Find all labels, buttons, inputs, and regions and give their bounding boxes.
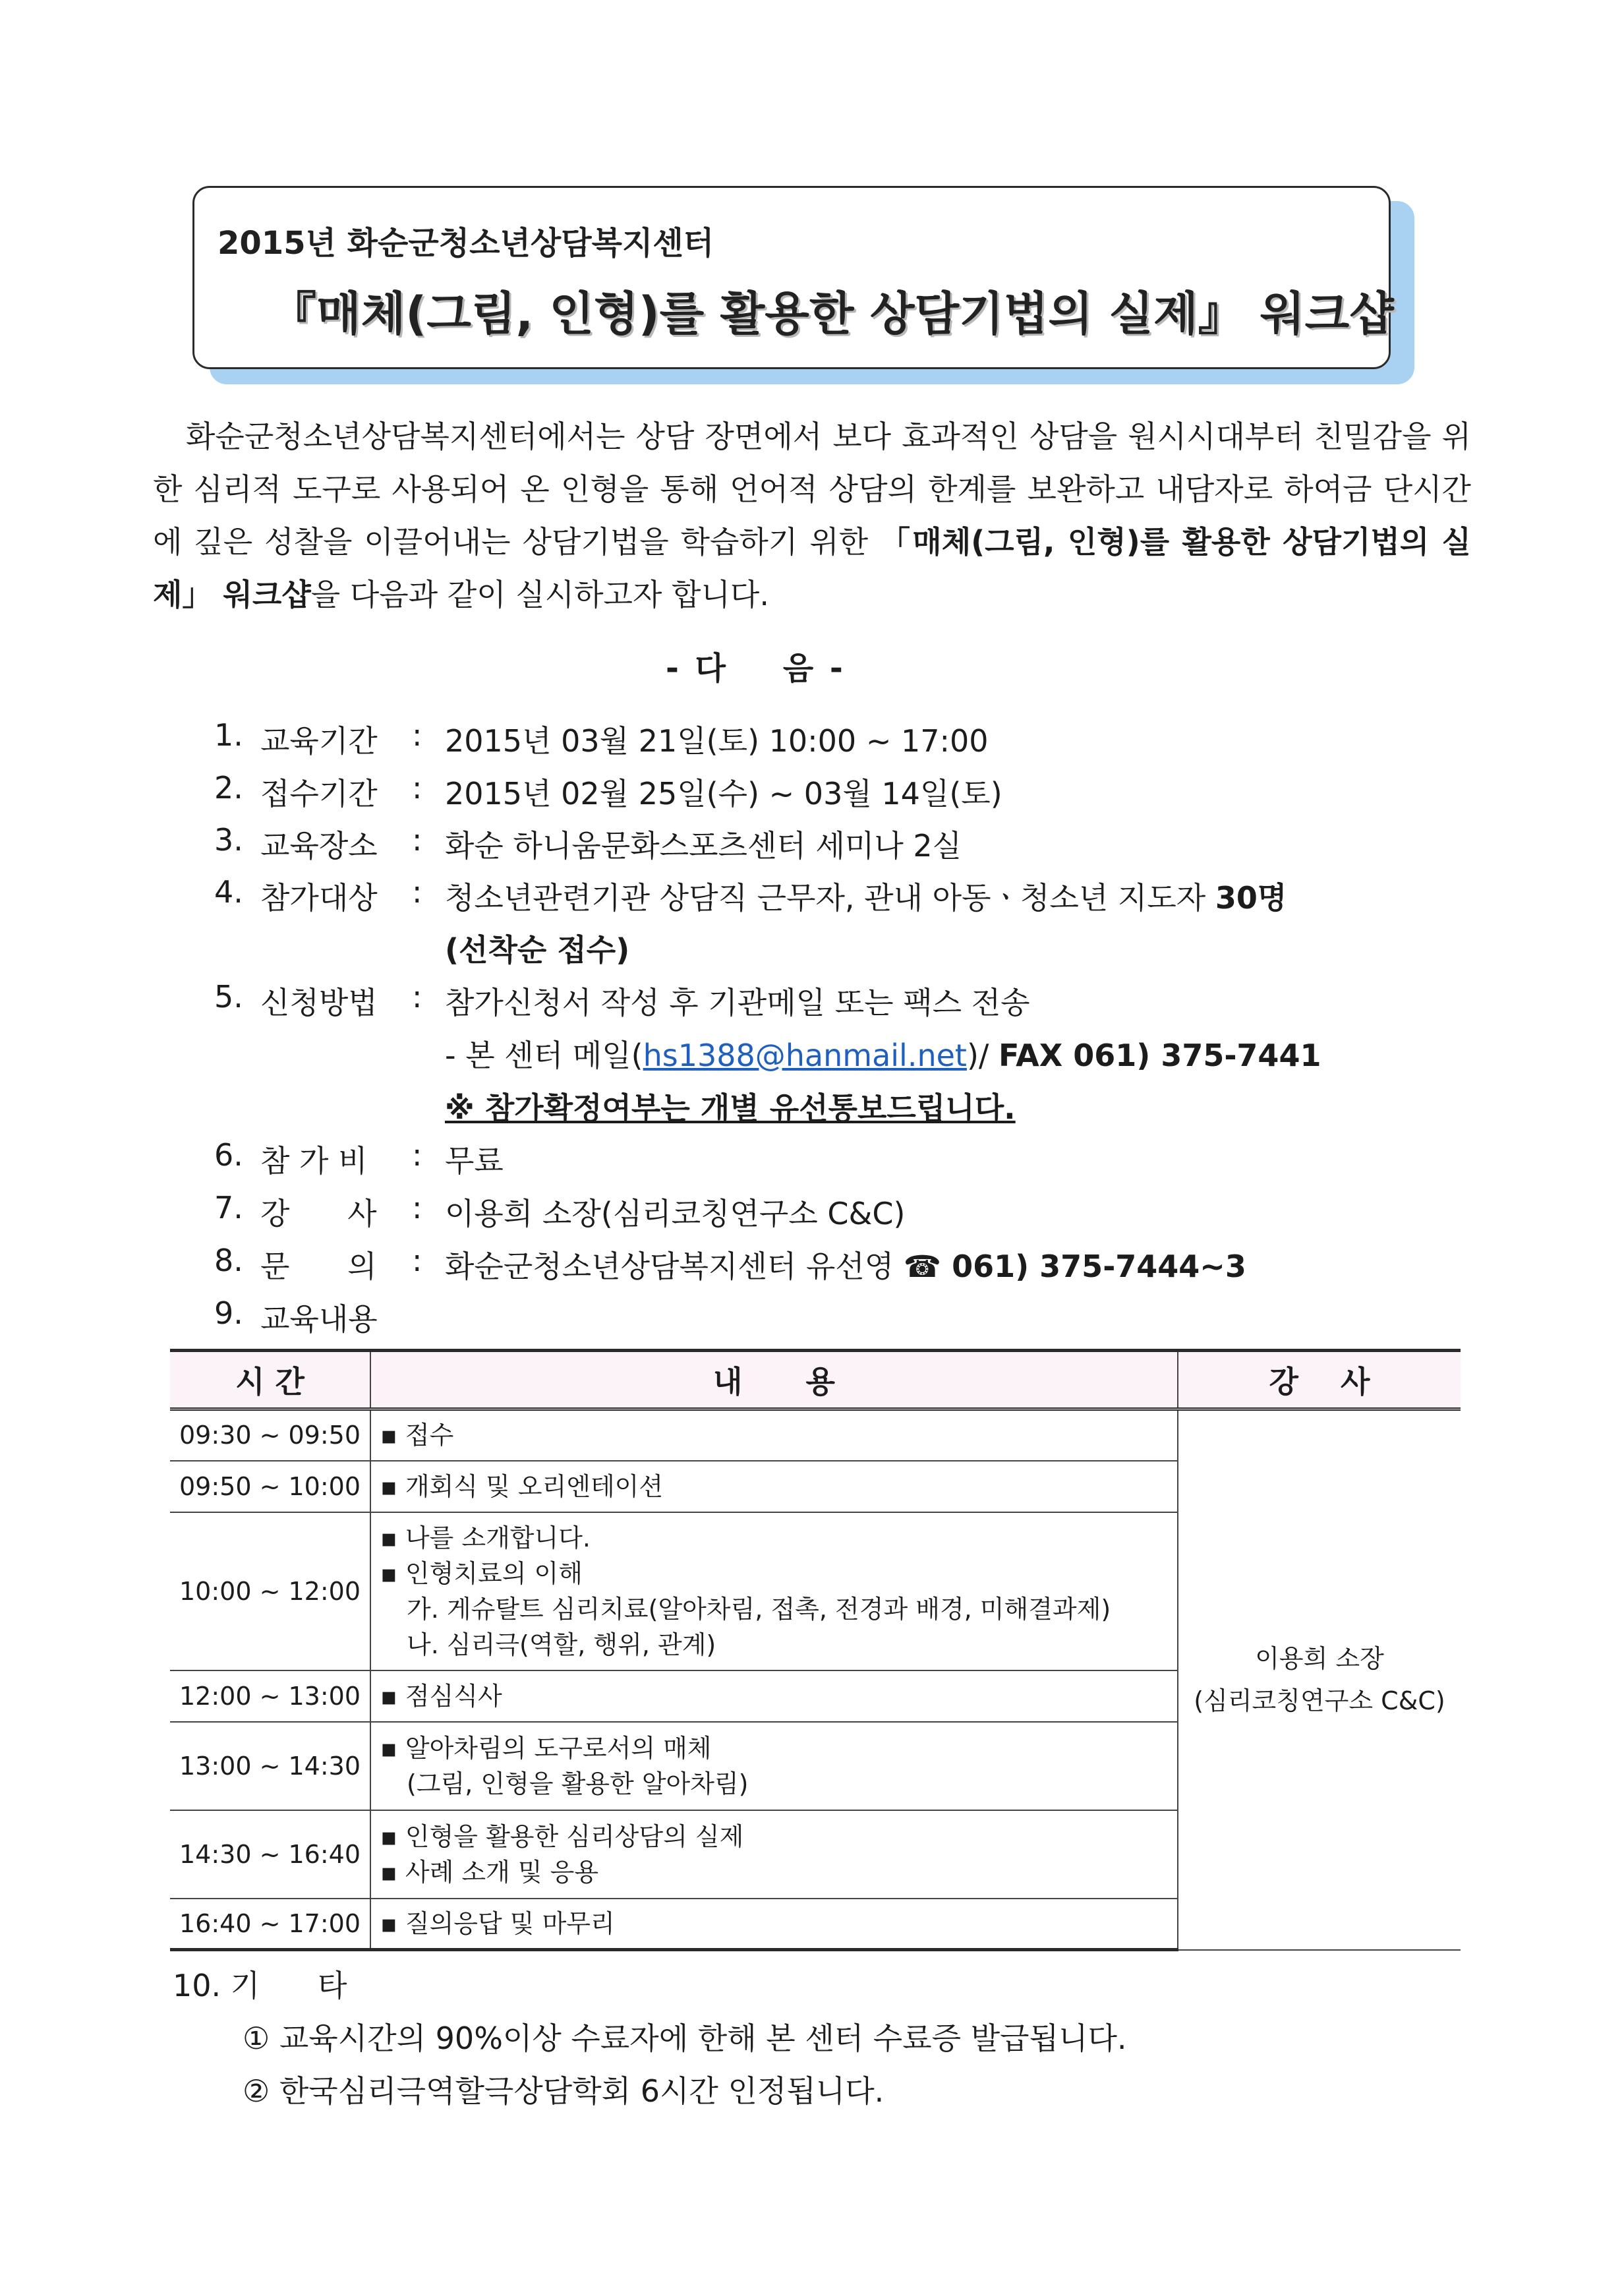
instructor-name: 이용희 소장: [1255, 1644, 1384, 1674]
item-label: 접수기간: [260, 776, 378, 812]
page-title: 『매체(그림, 인형)를 활용한 상담기법의 실제』 워크샵: [270, 287, 1394, 341]
row-content: ▪ 인형을 활용한 심리상담의 실제 ▪ 사례 소개 및 응용: [370, 1810, 1178, 1899]
item-colon: :: [412, 822, 422, 858]
header-instructor: 강 사: [1178, 1351, 1461, 1409]
item-value: 청소년관련기관 상담직 근무자, 관내 아동ㆍ청소년 지도자 30명: [445, 880, 1287, 916]
row-time: 13:00 ~ 14:30: [170, 1722, 370, 1810]
row-content: ▪ 접수: [370, 1409, 1178, 1461]
item-value: 무료: [445, 1143, 504, 1179]
item-label: 교육내용: [260, 1301, 378, 1337]
title-year-line: 2015년 화순군청소년상담복지센터: [218, 225, 714, 262]
intro-paragraph: [153, 410, 1471, 621]
item-target-note: (선착순 접수): [445, 932, 630, 968]
item-number: 1.: [214, 717, 243, 753]
item-colon: :: [412, 1190, 422, 1225]
item-value: 참가신청서 작성 후 기관메일 또는 팩스 전송: [445, 985, 1030, 1020]
capacity: 30명: [1215, 880, 1287, 916]
item-number: 6.: [214, 1137, 243, 1173]
item-label: 문 의: [260, 1249, 377, 1284]
item-label: 교육장소: [260, 828, 378, 864]
etc-heading: 10. 기 타: [173, 1968, 347, 2003]
item-value: 화순 하니움문화스포츠센터 세미나 2실: [445, 828, 962, 864]
section-mark: - 다 음 -: [666, 650, 846, 687]
row-time: 12:00 ~ 13:00: [170, 1670, 370, 1722]
item-colon: :: [412, 1137, 422, 1173]
row-time: 09:50 ~ 10:00: [170, 1461, 370, 1512]
intro-tail: 을 다음과 같이 실시하고자 합니다.: [310, 577, 769, 612]
item-label: 신청방법: [260, 985, 378, 1020]
item-label: 교육기간: [260, 723, 378, 759]
item-colon: :: [412, 979, 422, 1015]
item-number: 5.: [214, 979, 243, 1015]
table-row: [170, 1409, 1461, 1461]
instructor-org: (심리코칭연구소 C&C): [1194, 1686, 1445, 1716]
item-number: 3.: [214, 822, 243, 858]
item-colon: :: [412, 717, 422, 753]
fax-number: FAX 061) 375-7441: [999, 1038, 1321, 1073]
email-link[interactable]: hs1388@hanmail.net: [643, 1038, 967, 1073]
schedule-header-row: [170, 1351, 1461, 1409]
intro-text: 화순군청소년상담복지센터에서는 상담 장면에서 보다 효과적인 상담을 원시시대부터 친밀감을 위한 심리적 도구로 사용되어 온 인형을 통해 언어적 상담의 한계를 보완하고 내담자로 하여금 단시간에 깊은 성찰을 이끌어내는 상담기법을 학습하기 위한: [153, 419, 1471, 560]
item-value: 2015년 02월 25일(수) ~ 03월 14일(토): [445, 776, 1002, 812]
item-value: 화순군청소년상담복지센터 유선영 ☎ 061) 375-7444~3: [445, 1249, 1246, 1284]
item-value: 이용희 소장(심리코칭연구소 C&C): [445, 1196, 906, 1231]
row-time: 14:30 ~ 16:40: [170, 1810, 370, 1899]
item-colon: :: [412, 874, 422, 910]
item-number: 4.: [214, 874, 243, 910]
item-value: 2015년 03월 21일(토) 10:00 ~ 17:00: [445, 723, 989, 759]
apply-contact: - 본 센터 메일(hs1388@hanmail.net)/ FAX 061) 375-7441: [445, 1038, 1321, 1073]
etc-item-2: ② 한국심리극역할극상담학회 6시간 인정됩니다.: [243, 2073, 884, 2109]
item-label: 강 사: [260, 1196, 377, 1231]
item-colon: :: [412, 1243, 422, 1278]
schedule-table: [170, 1349, 1461, 1951]
row-content: ▪ 개회식 및 오리엔테이션: [370, 1461, 1178, 1512]
etc-item-1: ① 교육시간의 90%이상 수료자에 한해 본 센터 수료증 발급됩니다.: [243, 2021, 1127, 2056]
item-number: 7.: [214, 1190, 243, 1225]
item-number: 2.: [214, 770, 243, 806]
intro-bold-title: 「매체(그림, 인형)를 활용한 상담기법의 실제」 워크샵: [153, 524, 1471, 612]
row-time: 16:40 ~ 17:00: [170, 1899, 370, 1950]
row-time: 09:30 ~ 09:50: [170, 1409, 370, 1461]
header-time: 시 간: [170, 1351, 370, 1409]
row-content: ▪ 나를 소개합니다. ▪ 인형치료의 이해 가. 게슈탈트 심리치료(알아차림, 접촉, 전경과 배경, 미해결과제) 나. 심리극(역할, 행위, 관계): [370, 1512, 1178, 1670]
item-label: 참가대상: [260, 880, 378, 916]
item-number: 9.: [214, 1295, 243, 1331]
row-time: 10:00 ~ 12:00: [170, 1512, 370, 1670]
phone-number: ☎ 061) 375-7444~3: [903, 1249, 1246, 1284]
row-content: ▪ 점심식사: [370, 1670, 1178, 1722]
row-content: ▪ 질의응답 및 마무리: [370, 1899, 1178, 1950]
apply-notice: ※ 참가확정여부는 개별 유선통보드립니다.: [445, 1090, 1016, 1126]
item-colon: :: [412, 770, 422, 806]
item-label: 참 가 비: [260, 1143, 368, 1179]
row-content: ▪ 알아차림의 도구로서의 매체 (그림, 인형을 활용한 알아차림): [370, 1722, 1178, 1810]
header-content: 내 용: [370, 1351, 1178, 1409]
item-number: 8.: [214, 1243, 243, 1278]
instructor-cell: [1178, 1409, 1461, 1950]
